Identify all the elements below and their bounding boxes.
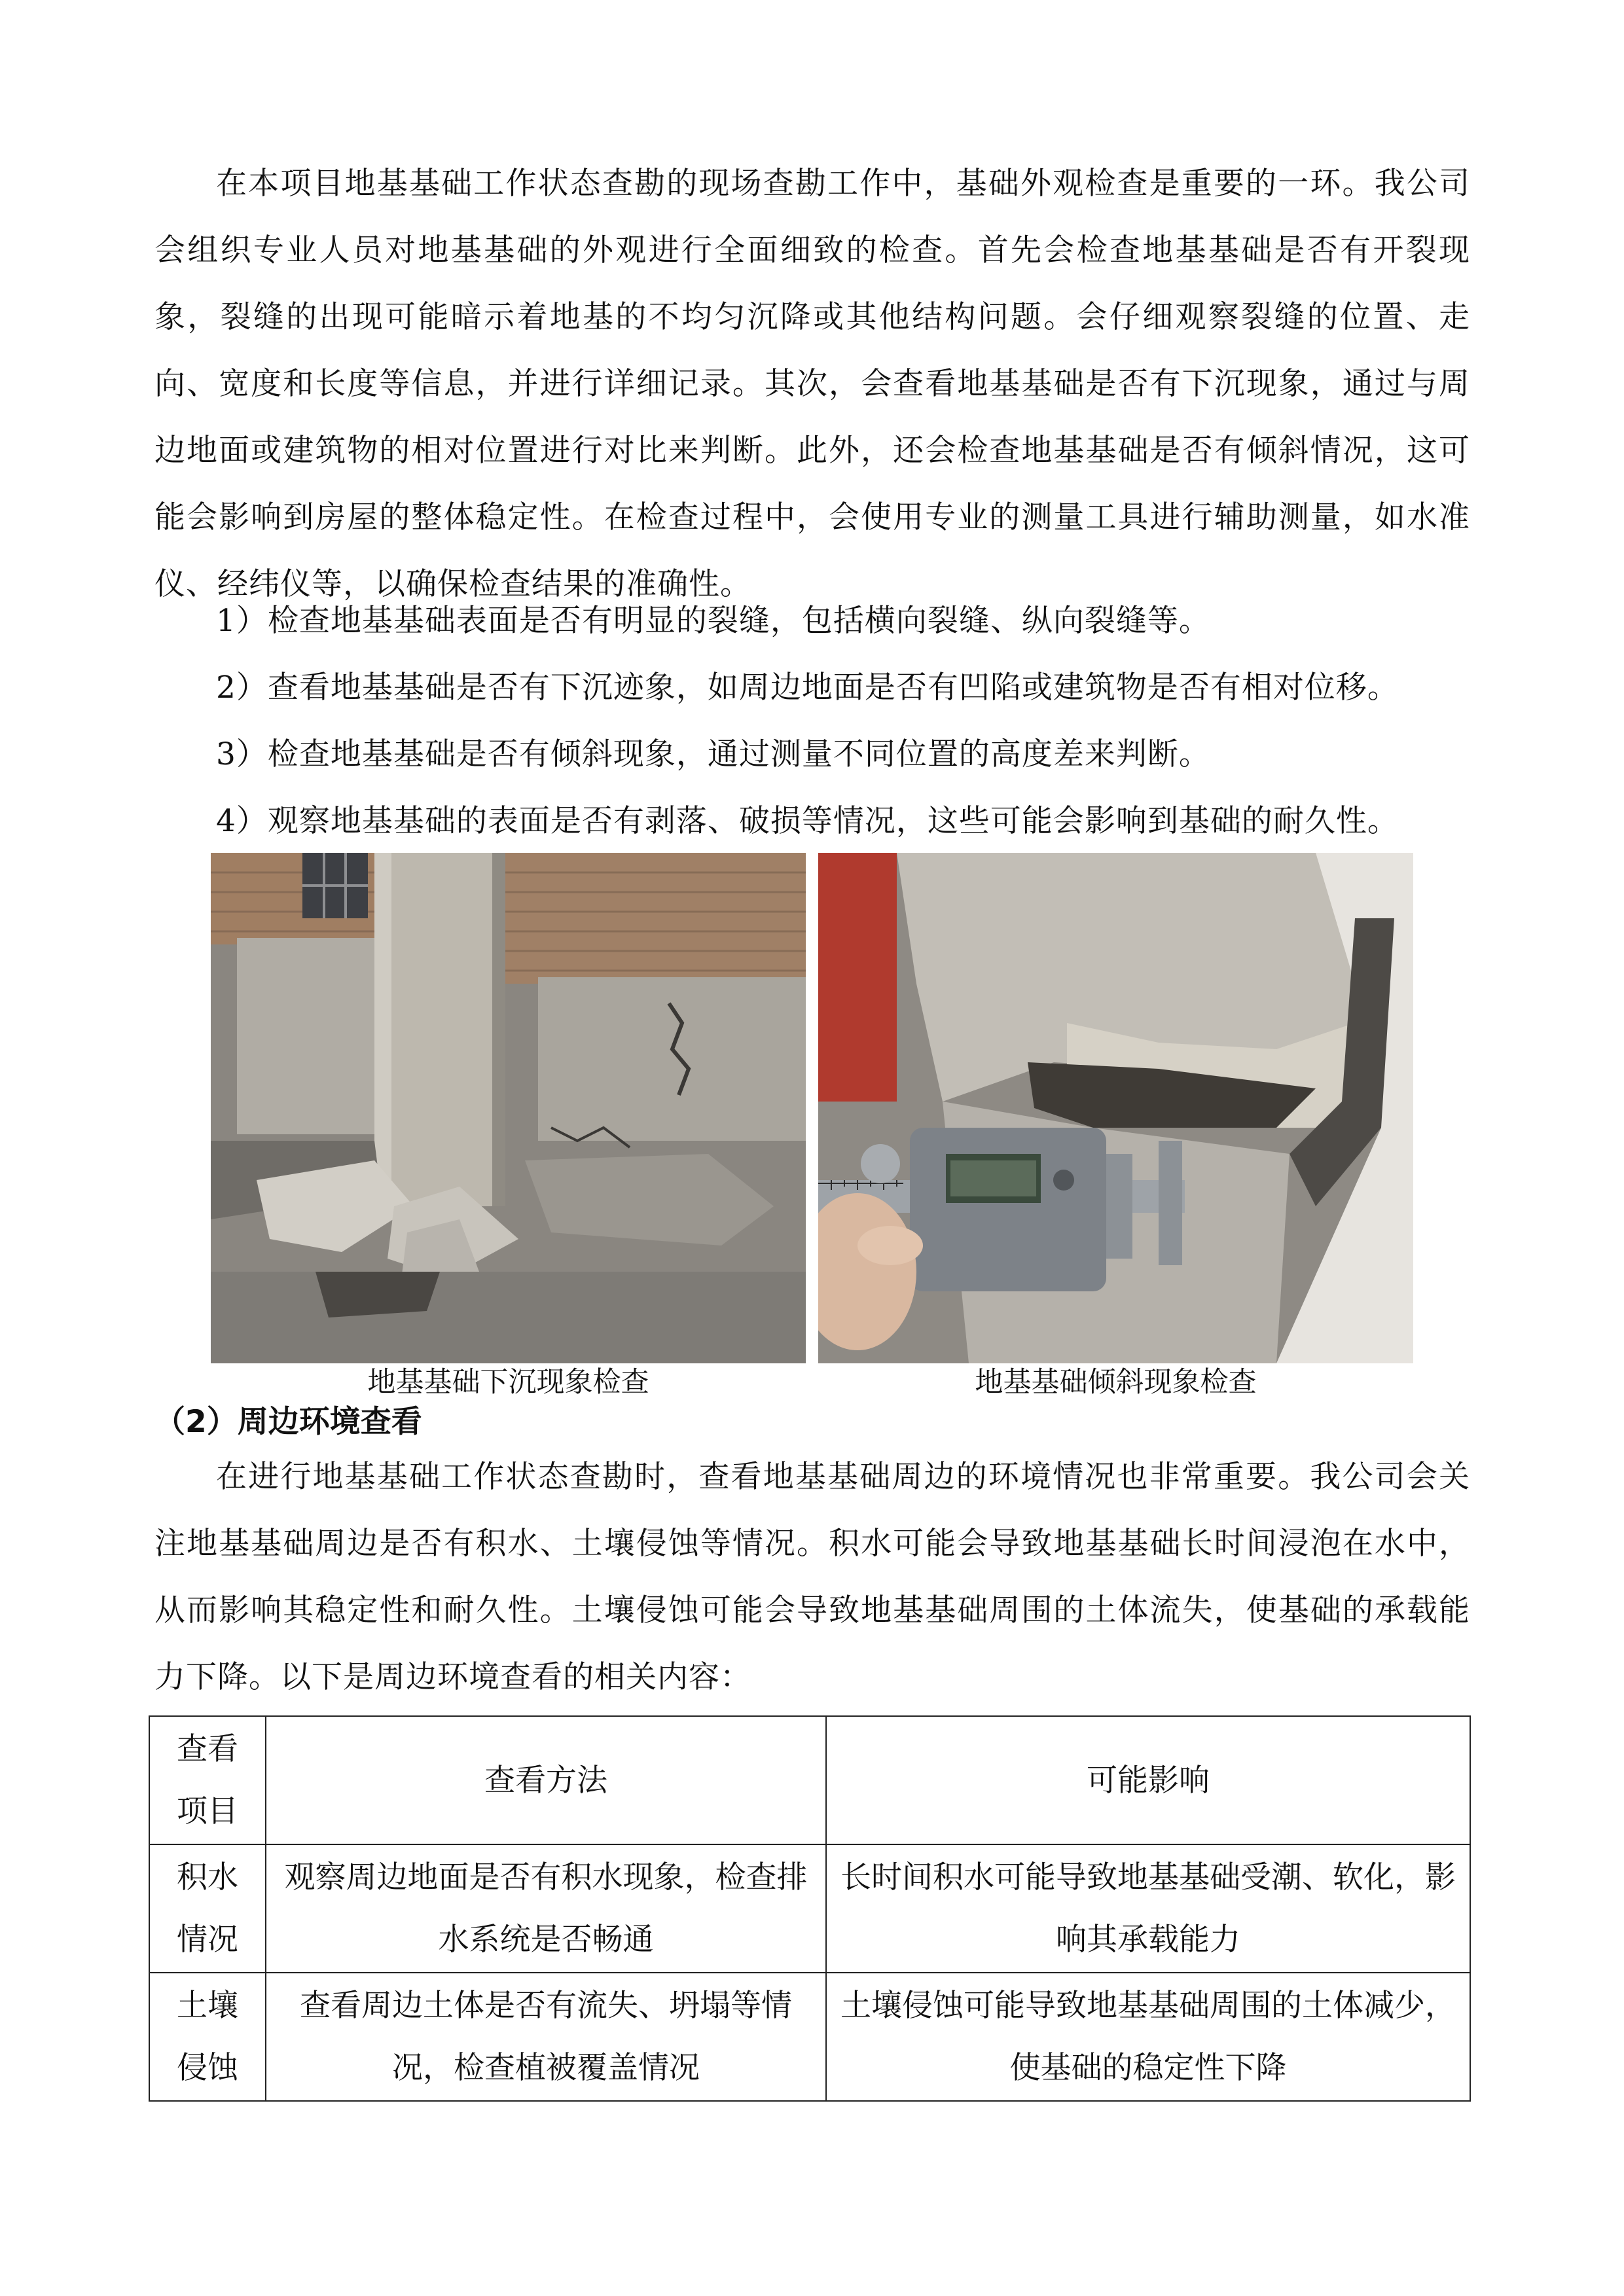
environment-paragraph: 在进行地基基础工作状态查勘时，查看地基基础周边的环境情况也非常重要。我公司会关注地基基础周边是否有积水、土壤侵蚀等情况。积水可能会导致地基基础长时间浸泡在水中，从而影响其稳定性和耐久性。土壤侵蚀可能会导致地基基础周围的土体流失，使基础的承载能力下降。以下是周边环境查看的相关内容：: [154, 1459, 1470, 1695]
figure-caption-tilt: 地基基础倾斜现象检查: [975, 1366, 1257, 1399]
check-item-4: 4）观察地基基础的表面是否有剥落、破损等情况，这些可能会影响到基础的耐久性。: [216, 803, 1399, 839]
foundation-settlement-photo: [211, 853, 806, 1363]
table-header-cell: 查看方法: [266, 1716, 826, 1844]
intro-paragraph: 在本项目地基基础工作状态查勘的现场查勘工作中，基础外观检查是重要的一环。我公司会组织专业人员对地基基础的外观进行全面细致的检查。首先会检查地基基础是否有开裂现象，裂缝的出现可能暗示着地基的不均匀沉降或其他结构问题。会仔细观察裂缝的位置、走向、宽度和长度等信息，并进行详细记录。其次，会查看地基基础是否有下沉现象，通过与周边地面或建筑物的相对位置进行对比来判断。此外，还会检查地基基础是否有倾斜情况，这可能会影响到房屋的整体稳定性。在检查过程中，会使用专业的测量工具进行辅助测量，如水准仪、经纬仪等，以确保检查结果的准确性。: [154, 166, 1470, 602]
table-row: [149, 1844, 1470, 1973]
table-header-cell: 查看项目: [149, 1716, 266, 1844]
table-cell: 积水情况: [149, 1844, 266, 1973]
table-cell: 观察周边地面是否有积水现象，检查排水系统是否畅通: [266, 1844, 826, 1973]
figure-caption-settlement: 地基基础下沉现象检查: [367, 1366, 649, 1399]
table-header-row: [149, 1716, 1470, 1844]
table-row: [149, 1973, 1470, 2101]
environment-check-table: [149, 1715, 1471, 2102]
table-cell: 长时间积水可能导致地基基础受潮、软化，影响其承载能力: [826, 1844, 1470, 1973]
table-cell: 土壤侵蚀: [149, 1973, 266, 2101]
table-header-cell: 可能影响: [826, 1716, 1470, 1844]
section-heading: （2）周边环境查看: [154, 1404, 422, 1440]
check-item-3: 3）检查地基基础是否有倾斜现象，通过测量不同位置的高度差来判断。: [216, 736, 1210, 772]
check-item-1: 1）检查地基基础表面是否有明显的裂缝，包括横向裂缝、纵向裂缝等。: [216, 603, 1210, 639]
table-cell: 土壤侵蚀可能导致地基基础周围的土体减少，使基础的稳定性下降: [826, 1973, 1470, 2101]
check-item-2: 2）查看地基基础是否有下沉迹象，如周边地面是否有凹陷或建筑物是否有相对位移。: [216, 670, 1399, 706]
table-cell: 查看周边土体是否有流失、坍塌等情况，检查植被覆盖情况: [266, 1973, 826, 2101]
foundation-tilt-photo: [818, 853, 1413, 1363]
